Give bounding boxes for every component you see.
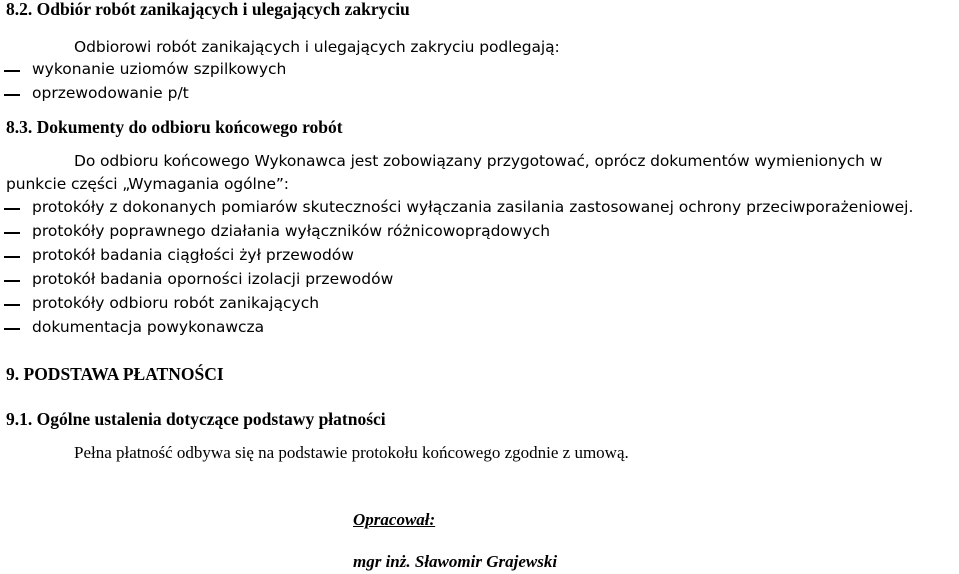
signature-label: Opracował: — [353, 510, 436, 529]
section-9-heading: 9. PODSTAWA PŁATNOŚCI — [6, 364, 224, 384]
list-dash — [4, 256, 20, 258]
section-8-2-intro: Odbiorowi robót zanikających i ulegających zakryciu podlegają: — [74, 38, 560, 56]
list-item: protokół badania ciągłości żył przewodów — [32, 246, 354, 264]
list-item: protokóły odbioru robót zanikających — [32, 294, 320, 312]
list-dash — [4, 208, 20, 210]
list-dash — [4, 304, 20, 306]
list-item: protokóły z dokonanych pomiarów skuteczności wyłączania zasilania zastosowanej ochrony przeciwporażeniowej. — [32, 198, 914, 216]
list-item: dokumentacja powykonawcza — [32, 318, 265, 336]
list-item: oprzewodowanie p/t — [32, 84, 189, 102]
list-item: protokół badania oporności izolacji przewodów — [32, 270, 394, 288]
section-8-3-intro-line2: punkcie części „Wymagania ogólne”: — [6, 175, 289, 193]
list-dash — [4, 280, 20, 282]
list-dash — [4, 328, 20, 330]
list-item: wykonanie uziomów szpilkowych — [32, 60, 287, 78]
list-dash — [4, 70, 20, 72]
section-8-3-intro-line1: Do odbioru końcowego Wykonawca jest zobowiązany przygotować, oprócz dokumentów wymienionych w — [74, 152, 883, 170]
section-9-1-text: Pełna płatność odbywa się na podstawie protokołu końcowego zgodnie z umową. — [74, 443, 629, 462]
signature-name: mgr inż. Sławomir Grajewski — [353, 552, 558, 571]
list-dash — [4, 94, 20, 96]
list-dash — [4, 232, 20, 234]
section-8-3-heading: 8.3. Dokumenty do odbioru końcowego robót — [6, 117, 343, 137]
list-item: protokóły poprawnego działania wyłączników różnicowoprądowych — [32, 222, 551, 240]
section-8-2-heading: 8.2. Odbiór robót zanikających i ulegających zakryciu — [6, 0, 410, 19]
section-9-1-heading: 9.1. Ogólne ustalenia dotyczące podstawy płatności — [6, 409, 386, 429]
